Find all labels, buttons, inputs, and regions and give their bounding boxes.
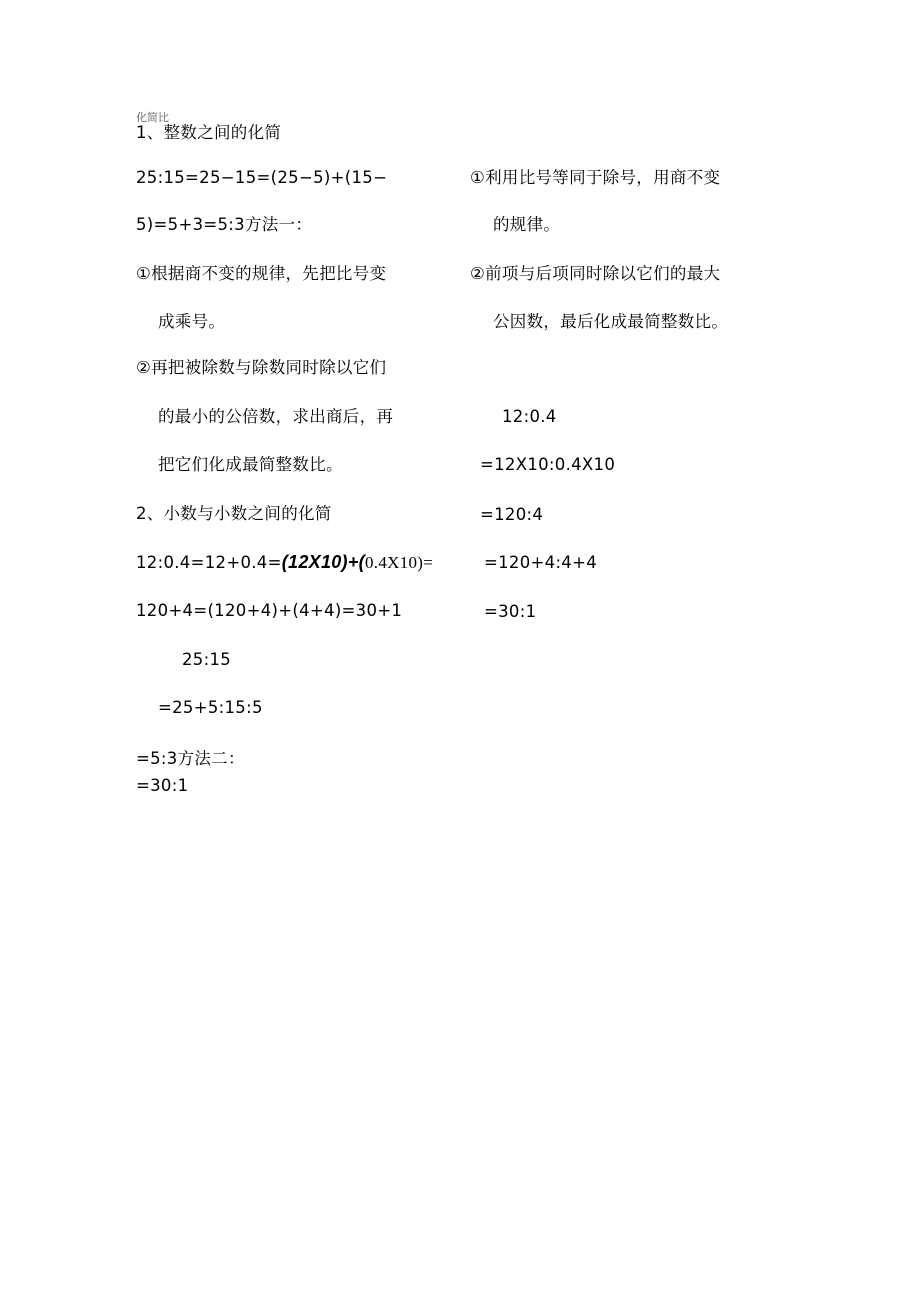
left-line-3-prefix: 12:0.4=12+0.4= xyxy=(136,553,282,572)
step1-line-a: ①根据商不变的规律，先把比号变 xyxy=(136,264,387,283)
step2-line-c: 把它们化成最简整数比。 xyxy=(158,455,343,474)
right-step1-line-a: ①利用比号等同于除号，用商不变 xyxy=(470,168,721,187)
step2-line-b: 的最小的公倍数，求出商后，再 xyxy=(158,407,394,426)
right-line-6: =120+4:4+4 xyxy=(484,553,598,572)
left-line-8: =30:1 xyxy=(136,776,189,795)
step1-line-b: 成乘号。 xyxy=(158,312,226,331)
right-line-4: =12X10:0.4X10 xyxy=(480,455,616,474)
right-line-7: =30:1 xyxy=(484,602,537,621)
left-line-4: 120+4=(120+4)+(4+4)=30+1 xyxy=(136,601,403,620)
section2-title: 2、小数与小数之间的化简 xyxy=(136,504,332,523)
left-line-2: 5)=5+3=5:3方法一： xyxy=(136,215,313,234)
left-line-5: 25:15 xyxy=(182,650,232,669)
section1-title: 1、整数之间的化简 xyxy=(136,123,282,142)
step2-line-a: ②再把被除数与除数同时除以它们 xyxy=(136,358,387,377)
left-line-1: 25:15=25−15=(25−5)+(15− xyxy=(136,168,388,187)
left-line-7: =5:3方法二： xyxy=(136,749,245,768)
left-line-3 xyxy=(136,552,433,573)
right-line-5: =120:4 xyxy=(480,505,544,524)
left-line-3-suffix: 0.4X10)= xyxy=(364,553,434,572)
right-step2-line-b: 公因数，最后化成最简整数比。 xyxy=(493,312,729,331)
small-title: 化简比 xyxy=(136,111,169,124)
left-line-6: =25+5:15:5 xyxy=(158,698,263,717)
right-step1-line-b: 的规律。 xyxy=(493,215,561,234)
right-step2-line-a: ②前项与后项同时除以它们的最大 xyxy=(470,264,721,283)
right-line-3: 12:0.4 xyxy=(502,407,557,426)
left-line-3-italic: (12X10)+( xyxy=(281,552,365,572)
